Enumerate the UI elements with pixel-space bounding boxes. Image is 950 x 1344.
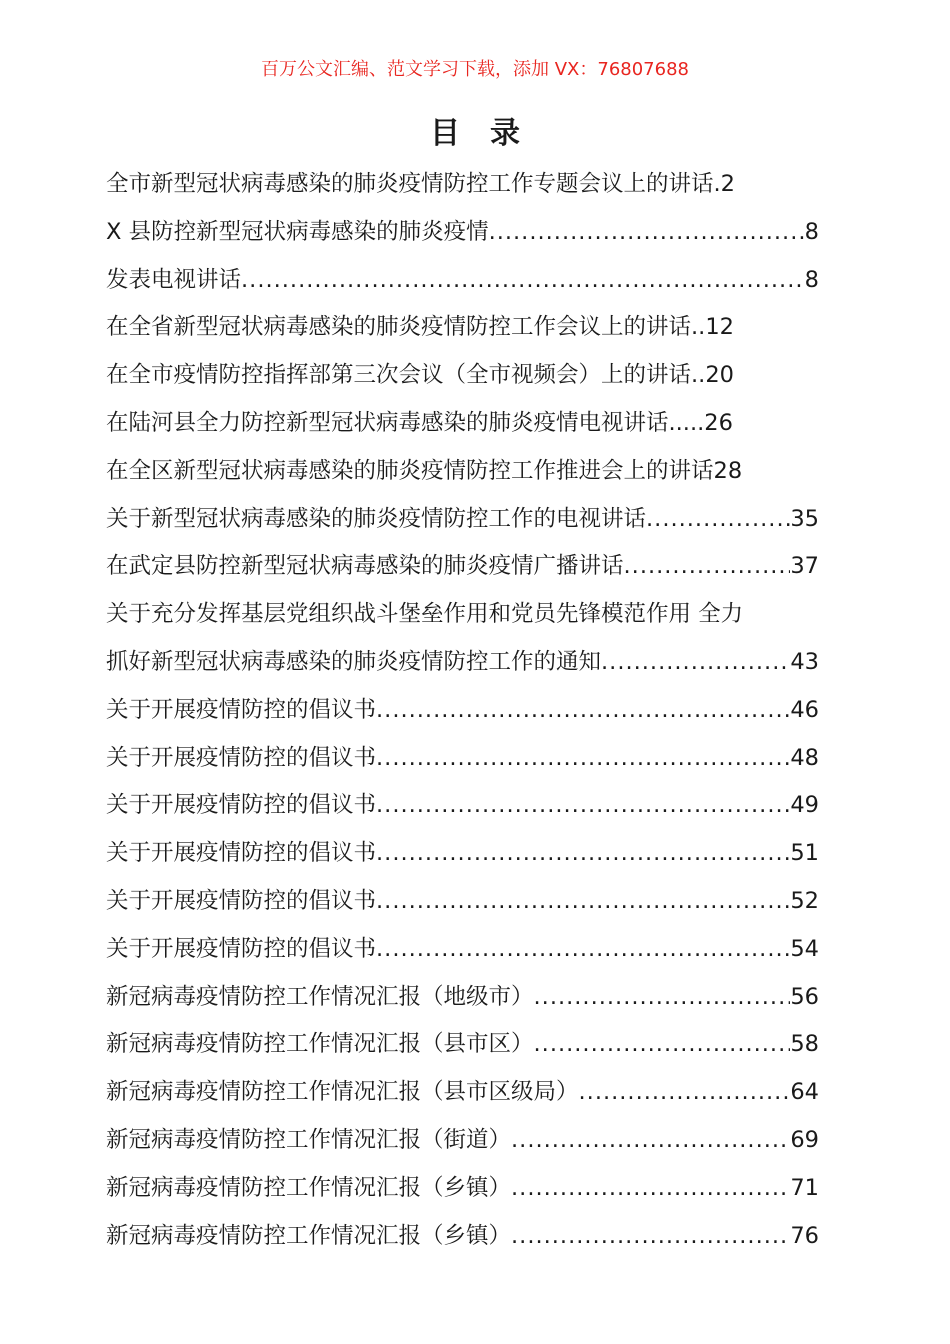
toc-entry-title: 关于开展疫情防控的倡议书 [106,792,377,819]
toc-leader-dots [376,782,790,830]
toc-entry-page: 46 [790,696,819,723]
toc-leader-dots [579,1069,791,1117]
toc-entry-page: 52 [790,887,819,914]
toc-entry-title: 关于新型冠状病毒感染的肺炎疫情防控工作的电视讲话 [106,505,647,532]
toc-entry-page: 56 [790,983,819,1010]
toc-entry-line-1[interactable] [106,591,846,639]
toc-entry[interactable] [106,1021,846,1069]
toc-entry-page: 35 [790,505,819,532]
toc-entry-page: 8 [804,266,819,293]
toc-entry[interactable] [106,161,846,209]
toc-entry-title: 关于开展疫情防控的倡议书 [106,887,377,914]
toc-entry-page: 71 [790,1174,819,1201]
toc-entry-line-2[interactable] [106,639,846,687]
toc-entry-page: 54 [790,935,819,962]
toc-entry-title: 在全市疫情防控指挥部第三次会议（全市视频会）上的讲话.. [106,362,706,389]
toc-entry-title: 新冠病毒疫情防控工作情况汇报（县市区级局） [106,1079,579,1106]
toc-entry[interactable] [106,400,846,448]
toc-entry-title: 在陆河县全力防控新型冠状病毒感染的肺炎疫情电视讲话..... [106,409,705,436]
toc-entry-title: 新冠病毒疫情防控工作情况汇报（乡镇） [106,1222,512,1249]
toc-entry-page: 48 [790,744,819,771]
toc-entry-page: 37 [790,553,819,580]
toc-leader-dots [241,257,805,305]
toc-leader-dots [376,926,790,974]
toc-entry-title: 新冠病毒疫情防控工作情况汇报（街道） [106,1126,512,1153]
toc-entry-page: 64 [790,1079,819,1106]
toc-leader-dots [376,830,790,878]
toc-leader-dots [601,639,790,687]
toc-entry-title: 在武定县防控新型冠状病毒感染的肺炎疫情广播讲话 [106,553,624,580]
toc-entry[interactable] [106,448,846,496]
toc-entry-title: 新冠病毒疫情防控工作情况汇报（地级市） [106,983,534,1010]
toc-entry-page: 8 [804,218,819,245]
toc-entry-page: 28 [713,457,743,484]
toc-entry[interactable] [106,878,846,926]
toc-entry[interactable] [106,687,846,735]
toc-entry[interactable] [106,974,846,1022]
toc-entry-title: 新冠病毒疫情防控工作情况汇报（乡镇） [106,1174,512,1201]
toc-entry-page: 58 [790,1031,819,1058]
toc-entry[interactable] [106,926,846,974]
toc-entry-title: X 县防控新型冠状病毒感染的肺炎疫情 [106,218,489,245]
toc-entry-title: 关于开展疫情防控的倡议书 [106,696,377,723]
toc-entry-page: 2 [720,171,735,197]
toc-leader-dots [376,687,790,735]
toc-list [106,161,846,1260]
toc-leader-dots [511,1165,790,1213]
header-banner: 百万公文汇编、范文学习下载，添加 VX：76807688 [261,59,689,80]
toc-entry-title: 新冠病毒疫情防控工作情况汇报（县市区） [106,1031,534,1058]
toc-entry[interactable] [106,782,846,830]
toc-entry-page: 49 [790,792,819,819]
toc-entry-title: 关于开展疫情防控的倡议书 [106,935,377,962]
toc-entry-page: 51 [790,840,819,867]
toc-entry[interactable] [106,1213,846,1261]
toc-entry[interactable] [106,735,846,783]
toc-entry-title: 关于充分发挥基层党组织战斗堡垒作用和党员先锋模范作用 全力 [106,601,744,628]
toc-leader-dots [624,543,791,591]
toc-entry-page: 20 [705,362,734,389]
toc-entry-title: 在全区新型冠状病毒感染的肺炎疫情防控工作推进会上的讲话 [106,457,714,484]
toc-entry[interactable] [106,209,846,257]
toc-entry-title: 关于开展疫情防控的倡议书 [106,744,377,771]
toc-leader-dots [489,209,805,257]
toc-entry-page: 12 [705,314,734,341]
toc-entry[interactable] [106,257,846,305]
toc-entry-title: 关于开展疫情防控的倡议书 [106,840,377,867]
toc-title: 目录 [430,116,550,151]
toc-leader-dots [376,735,790,783]
toc-entry-title: 抓好新型冠状病毒感染的肺炎疫情防控工作的通知 [106,648,602,675]
toc-leader-dots [646,496,790,544]
toc-entry[interactable] [106,1165,846,1213]
toc-entry-title: 全市新型冠状病毒感染的肺炎疫情防控工作专题会议上的讲话. [106,171,721,197]
toc-entry[interactable] [106,304,846,352]
toc-leader-dots [534,1021,791,1069]
toc-entry-page: 26 [704,409,733,436]
toc-leader-dots [376,878,790,926]
toc-leader-dots [511,1117,790,1165]
toc-leader-dots [534,974,791,1022]
toc-entry[interactable] [106,352,846,400]
toc-entry-page: 69 [790,1126,819,1153]
toc-entry-title: 发表电视讲话 [106,266,242,293]
toc-entry[interactable] [106,543,846,591]
toc-entry[interactable] [106,1117,846,1165]
toc-entry-title: 在全省新型冠状病毒感染的肺炎疫情防控工作会议上的讲话.. [106,314,706,341]
toc-entry[interactable] [106,1069,846,1117]
toc-leader-dots [511,1213,790,1261]
toc-entry[interactable] [106,496,846,544]
toc-entry[interactable] [106,830,846,878]
toc-entry-page: 76 [790,1222,819,1249]
toc-entry-page: 43 [790,648,819,675]
